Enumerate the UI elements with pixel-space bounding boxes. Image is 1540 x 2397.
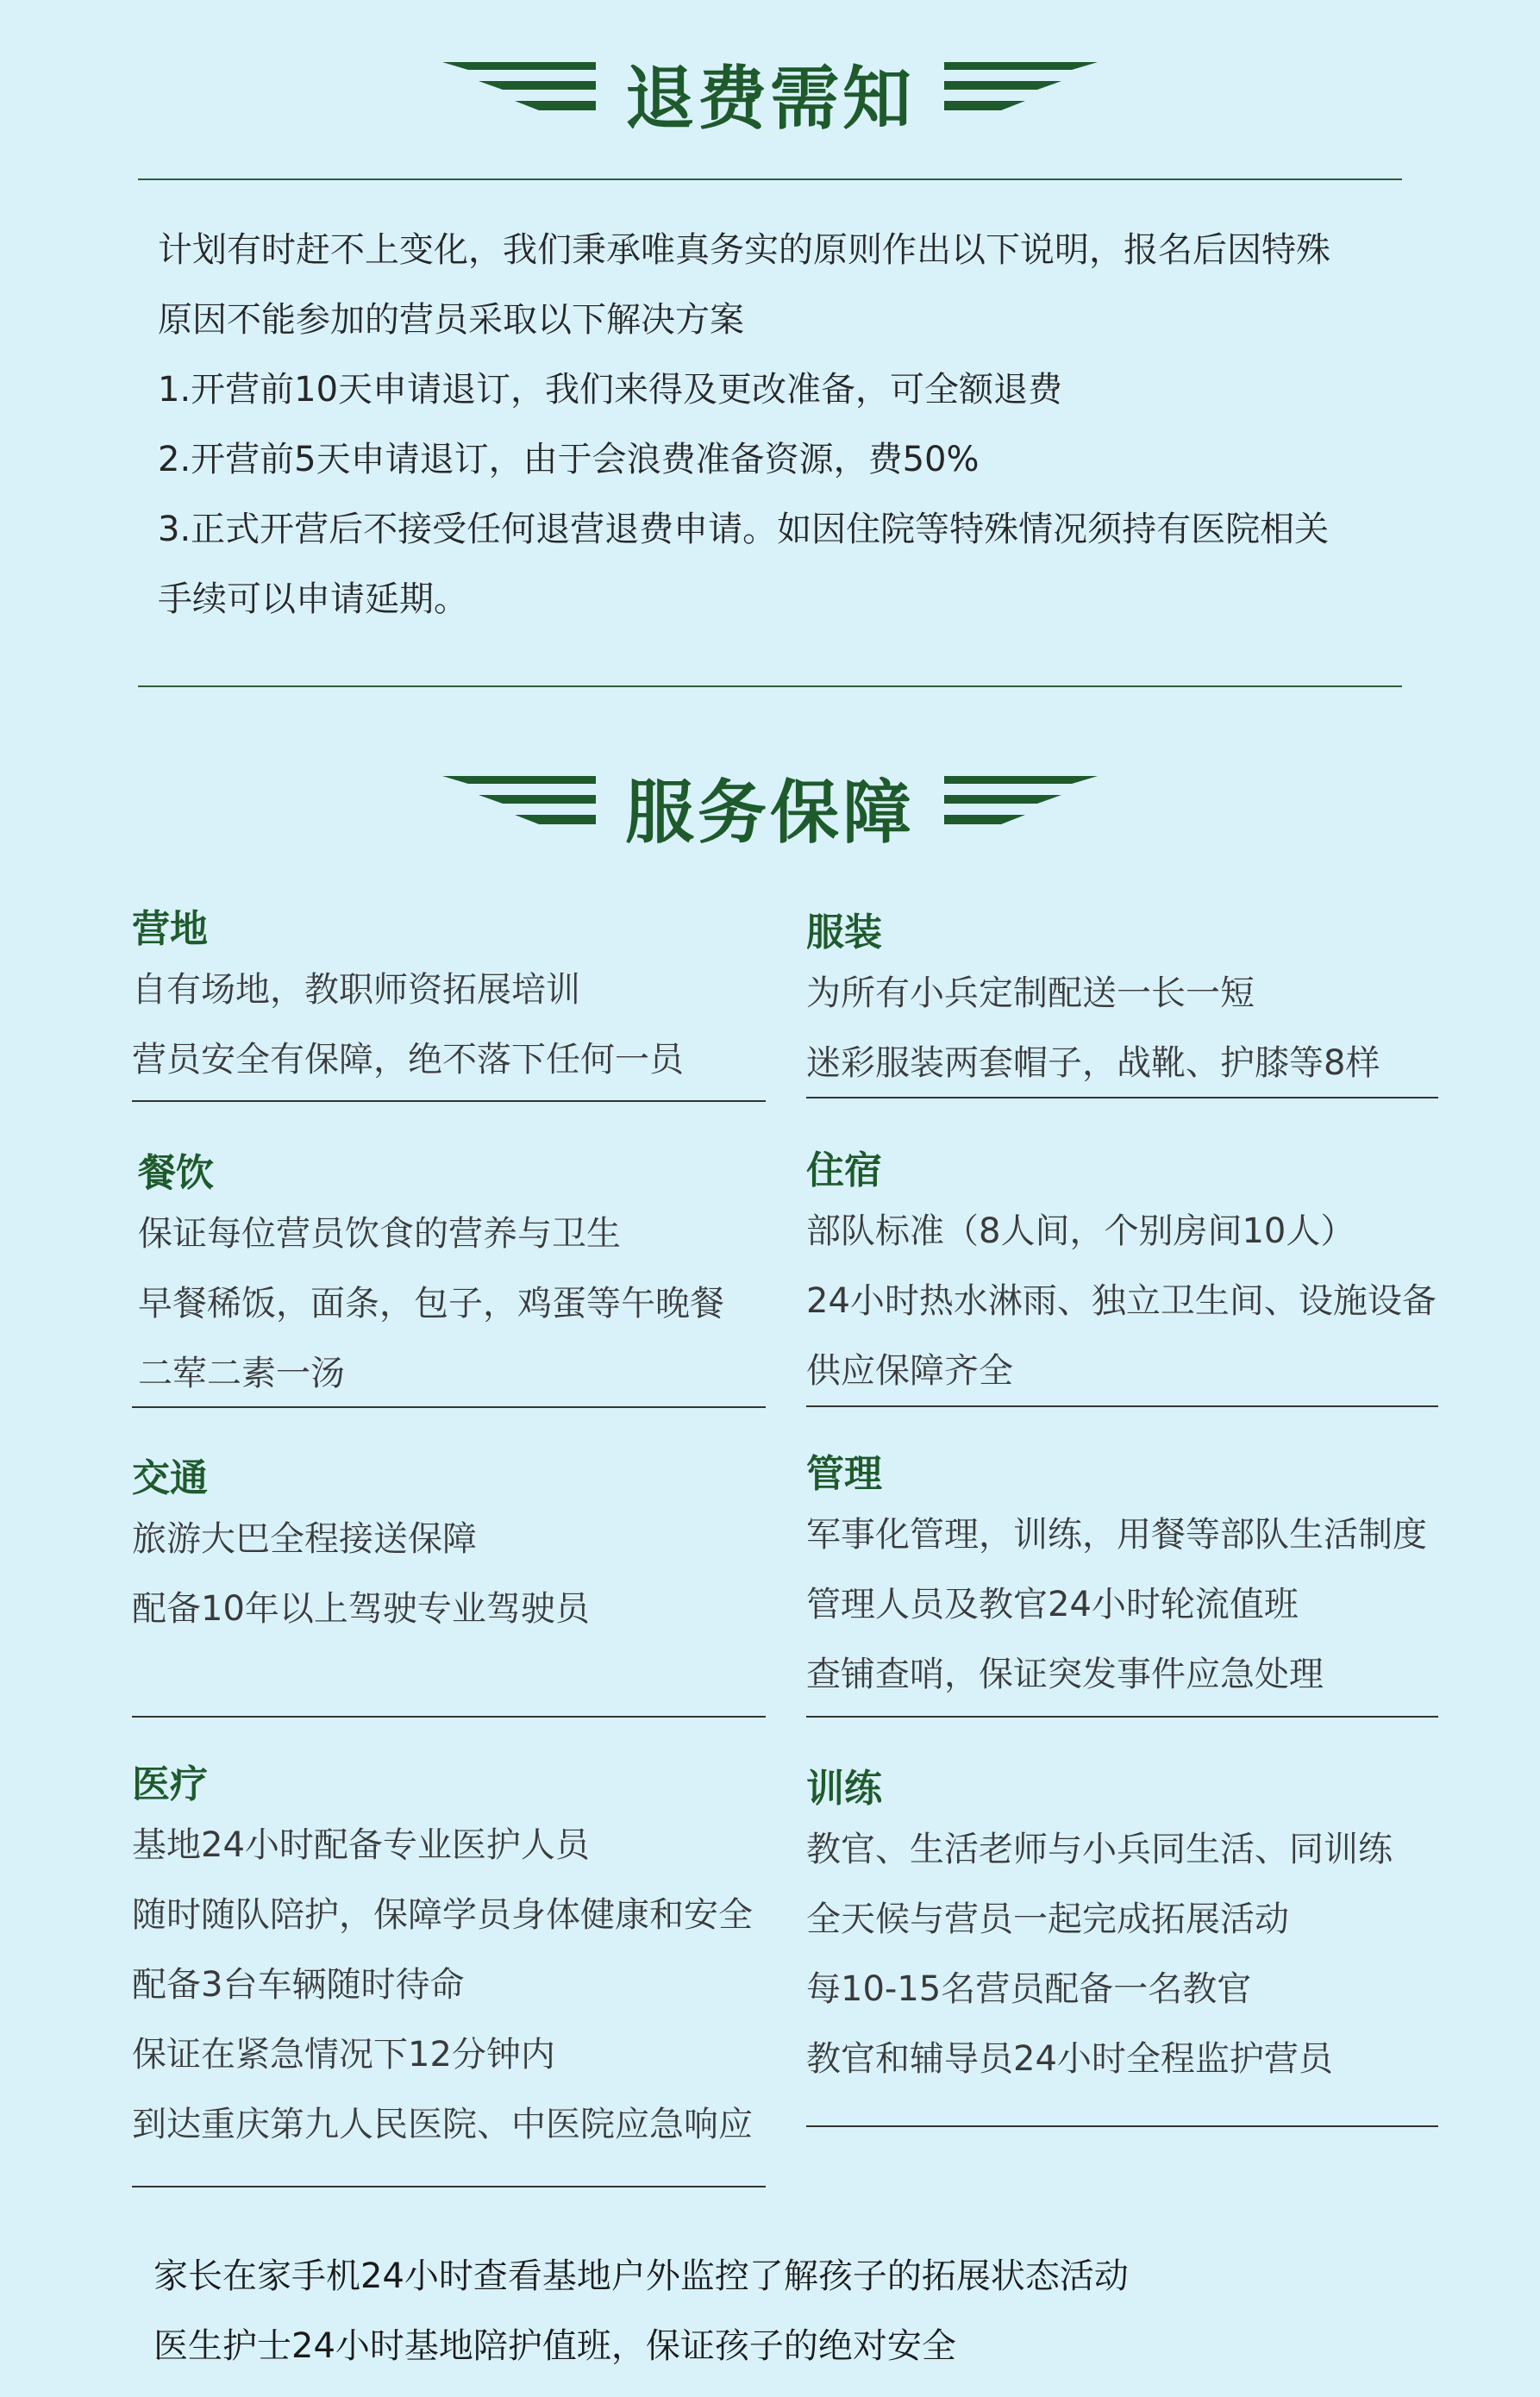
- section-line: 自有场地，教职师资拓展培训: [132, 970, 580, 1010]
- section-underline: [132, 1100, 766, 1102]
- section-training: [806, 1763, 1438, 2130]
- section-camp: [132, 904, 766, 1104]
- section-medical: [132, 1759, 766, 2190]
- intro-line: 计划有时赶不上变化，我们秉承唯真务实的原则作出以下说明，报名后因特殊: [158, 230, 1330, 270]
- refund-title-bar: [0, 45, 1540, 140]
- section-heading: 医疗: [132, 1762, 208, 1806]
- section-heading: 服装: [806, 911, 882, 954]
- wing-left-icon: [442, 62, 596, 122]
- section-line: 部队标准（8人间，个别房间10人）: [806, 1211, 1355, 1251]
- section-heading: 交通: [132, 1456, 208, 1500]
- section-line: 供应保障齐全: [806, 1351, 1013, 1391]
- section-line: 教官和辅导员24小时全程监护营员: [806, 2039, 1333, 2079]
- section-heading: 营地: [132, 907, 208, 951]
- section-management: [806, 1449, 1438, 1718]
- section-clothing: [806, 907, 1438, 1104]
- section-underline: [132, 1716, 766, 1718]
- section-line: 教官、生活老师与小兵同生活、同训练: [806, 1830, 1393, 1869]
- section-line: 旅游大巴全程接送保障: [132, 1519, 477, 1559]
- footer-line: 医生护士24小时基地陪护值班，保证孩子的绝对安全: [153, 2326, 956, 2366]
- section-dining: [138, 1148, 766, 1411]
- section-line: 管理人员及教官24小时轮流值班: [806, 1585, 1299, 1624]
- section-heading: 管理: [806, 1452, 882, 1496]
- section-line: 迷彩服装两套帽子，战靴、护膝等8样: [806, 1043, 1380, 1083]
- section-transport: [132, 1453, 766, 1718]
- service-title: 服务保障: [625, 772, 915, 853]
- section-underline: [132, 1406, 766, 1408]
- wing-right-icon: [944, 62, 1098, 122]
- intro-line: 手续可以申请延期。: [158, 579, 468, 619]
- section-line: 到达重庆第九人民医院、中医院应急响应: [132, 2105, 753, 2144]
- section-heading: 餐饮: [138, 1151, 214, 1195]
- intro-line: 3.正式开营后不接受任何退营退费申请。如因住院等特殊情况须持有医院相关: [158, 510, 1330, 549]
- section-line: 配备10年以上驾驶专业驾驶员: [132, 1589, 590, 1629]
- footer-notes: [153, 2242, 1129, 2381]
- section-line: 二荤二素一汤: [138, 1354, 345, 1393]
- section-line: 配备3台车辆随时待命: [132, 1965, 465, 2005]
- section-line: 为所有小兵定制配送一长一短: [806, 973, 1255, 1013]
- wing-left-icon: [442, 776, 596, 836]
- divider: [138, 685, 1402, 687]
- intro-line: 1.开营前10天申请退订，我们来得及更改准备，可全额退费: [158, 370, 1063, 410]
- section-line: 早餐稀饭，面条，包子，鸡蛋等午晚餐: [138, 1284, 724, 1324]
- section-line: 基地24小时配备专业医护人员: [132, 1825, 590, 1865]
- section-heading: 住宿: [806, 1148, 882, 1192]
- section-line: 保证每位营员饮食的营养与卫生: [138, 1214, 621, 1254]
- footer-line: 家长在家手机24小时查看基地户外监控了解孩子的拓展状态活动: [153, 2256, 1129, 2296]
- section-underline: [806, 1716, 1438, 1718]
- section-line: 军事化管理，训练，用餐等部队生活制度: [806, 1515, 1427, 1555]
- section-underline: [806, 1405, 1438, 1407]
- section-underline: [132, 2186, 766, 2187]
- section-line: 24小时热水淋雨、独立卫生间、设施设备: [806, 1281, 1437, 1321]
- service-title-bar: [0, 759, 1540, 854]
- intro-line: 2.开营前5天申请退订，由于会浪费准备资源，费50%: [158, 440, 980, 479]
- intro-line: 原因不能参加的营员采取以下解决方案: [158, 300, 744, 340]
- section-line: 随时随队陪护，保障学员身体健康和安全: [132, 1895, 753, 1935]
- refund-intro: [158, 216, 1399, 635]
- section-heading: 训练: [806, 1767, 882, 1811]
- section-line: 保证在紧急情况下12分钟内: [132, 2035, 555, 2075]
- wing-right-icon: [944, 776, 1098, 836]
- section-line: 查铺查哨，保证突发事件应急处理: [806, 1655, 1324, 1694]
- refund-title: 退费需知: [625, 58, 915, 139]
- section-underline: [806, 2125, 1438, 2127]
- section-line: 每10-15名营员配备一名教官: [806, 1969, 1252, 2009]
- section-lodging: [806, 1145, 1438, 1411]
- divider: [138, 178, 1402, 180]
- section-line: 营员安全有保障，绝不落下任何一员: [132, 1040, 684, 1080]
- section-line: 全天候与营员一起完成拓展活动: [806, 1899, 1289, 1939]
- section-underline: [806, 1097, 1438, 1098]
